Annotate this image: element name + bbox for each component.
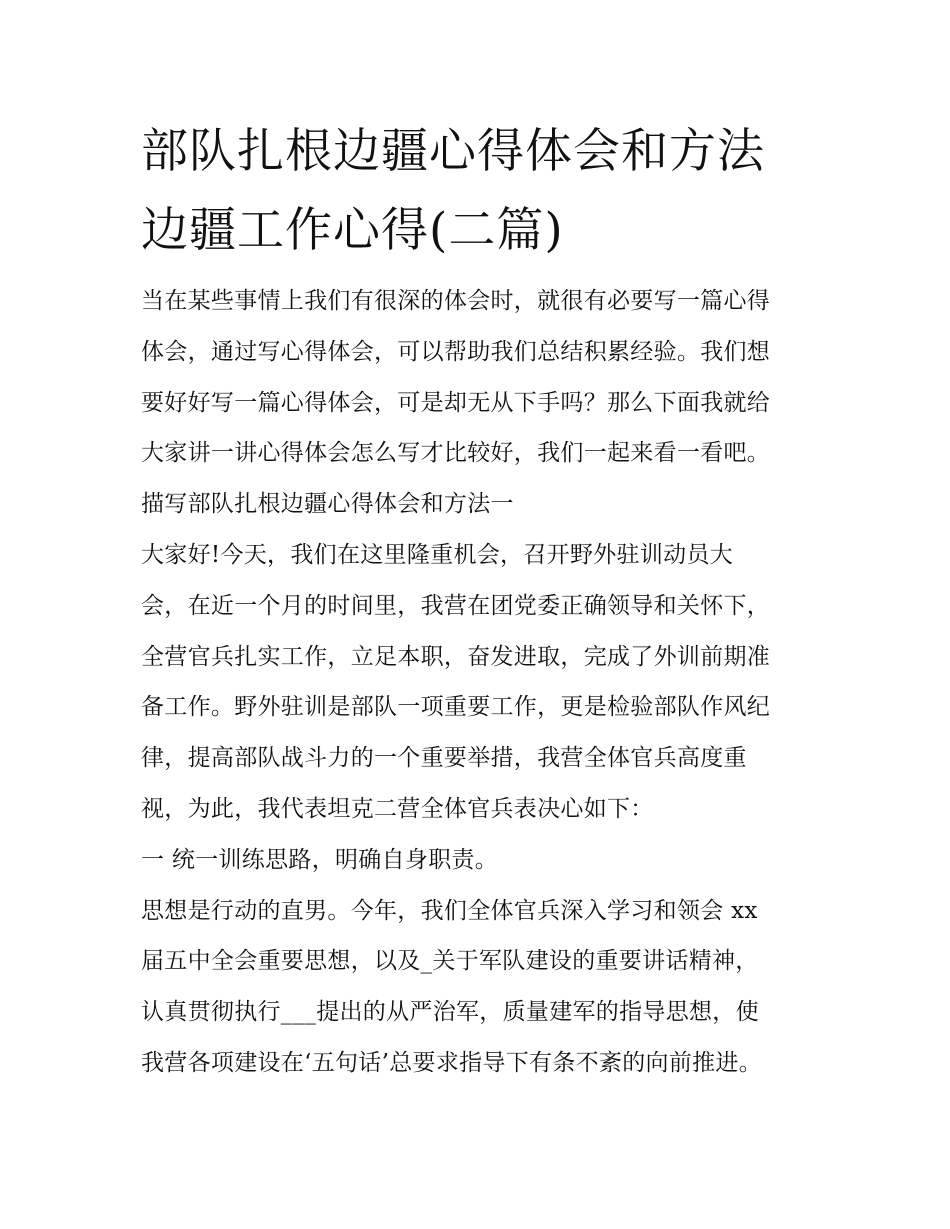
paragraph-line: 当在某些事情上我们有很深的体会时，就很有必要写一篇心得 — [141, 288, 771, 314]
paragraph-line: 大家讲一讲心得体会怎么写才比较好，我们一起来看一看吧。 — [141, 440, 771, 467]
paragraph-line: 视，为此，我代表坦克二营全体官兵表决心如下： — [141, 795, 654, 822]
paragraph-line: 备工作。野外驻训是部队一项重要工作，更是检验部队作风纪 — [141, 694, 771, 721]
paragraph-line: 律，提高部队战斗力的一个重要举措，我营全体官兵高度重 — [141, 745, 747, 772]
section-heading: 描写部队扎根边疆心得体会和方法一 — [141, 491, 514, 518]
document-title — [141, 112, 841, 270]
paragraph-line: 届五中全会重要思想，以及_关于军队建设的重要讲话精神， — [141, 948, 759, 975]
paragraph-line: 思想是行动的直男。今年，我们全体官兵深入学习和领会 xx — [141, 897, 758, 924]
list-item-heading: 一 统一训练思路，明确自身职责。 — [141, 846, 499, 873]
paragraph-line: 要好好写一篇心得体会，可是却无从下手吗？那么下面我就给 — [141, 389, 771, 416]
paragraph-line: 体会，通过写心得体会，可以帮助我们总结积累经验。我们想 — [141, 338, 771, 365]
title-line: 边疆工作心得(二篇) — [141, 203, 564, 258]
paragraph-line: 认真贯彻执行___提出的从严治军，质量建军的指导思想，使 — [141, 999, 759, 1026]
paragraph-line: 我营各项建设在‘五句话’总要求指导下有条不紊的向前推进。 — [141, 1049, 763, 1076]
paragraph-line: 大家好!今天，我们在这里隆重机会，召开野外驻训动员大 — [141, 541, 734, 568]
paragraph-line: 会，在近一个月的时间里，我营在团党委正确领导和关怀下， — [141, 592, 771, 619]
paragraph-line: 全营官兵扎实工作，立足本职，奋发进取，完成了外训前期准 — [141, 643, 771, 670]
document-body — [141, 276, 831, 1089]
title-line: 部队扎根边疆心得体会和方法 — [141, 124, 765, 179]
